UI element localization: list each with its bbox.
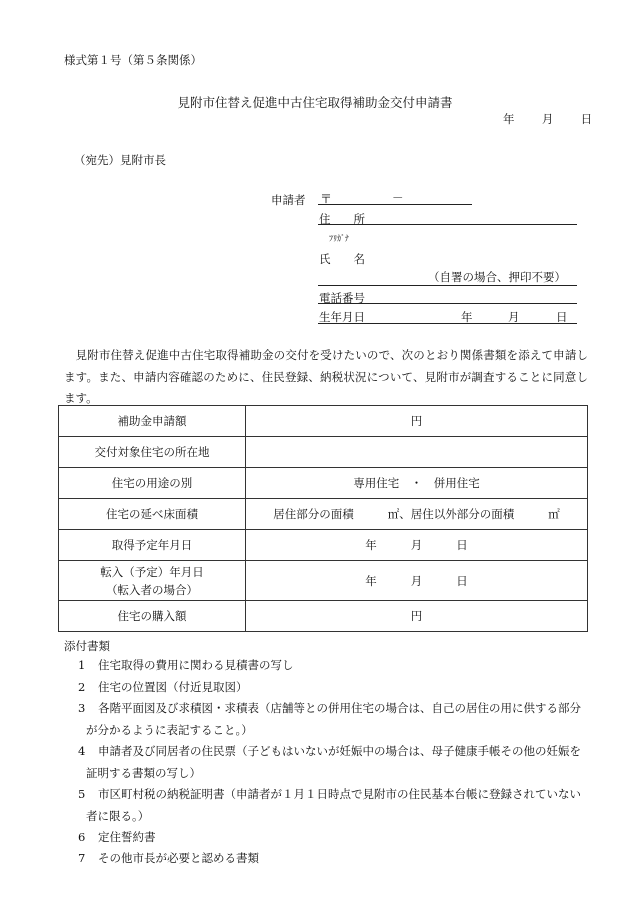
- document-title: 見附市住替え促進中古住宅取得補助金交付申請書: [177, 95, 453, 110]
- acq-month: 月: [410, 538, 423, 552]
- purchase-price-field[interactable]: [246, 601, 588, 632]
- acq-day: 日: [456, 538, 468, 552]
- phone-label: 電話番号: [319, 291, 365, 305]
- item-number: 1: [78, 658, 86, 672]
- row-label-usage-type: 住宅の用途の別: [59, 468, 246, 499]
- list-item: [78, 677, 590, 699]
- list-item: [78, 827, 590, 849]
- phone-field[interactable]: [318, 303, 577, 304]
- postal-underline: [318, 204, 472, 205]
- postal-dash: －: [392, 191, 404, 205]
- movein-month: 月: [410, 573, 423, 588]
- date-year: 年: [503, 112, 515, 126]
- row-label-move-in-date: [59, 561, 246, 601]
- list-item: [78, 848, 590, 870]
- movein-day: 日: [456, 573, 468, 588]
- row-label-subsidy-amount: 補助金申請額: [59, 406, 246, 437]
- birth-day: 日: [556, 310, 568, 324]
- acquisition-date-field[interactable]: [246, 530, 588, 561]
- item-text: 申請者及び同居者の住民票（子どもはいないが妊娠中の場合は、母子健康手帳その他の妊娠を: [98, 744, 581, 758]
- move-in-note: （転入者の場合）: [106, 582, 198, 597]
- table-row: [59, 601, 588, 632]
- table-row: [59, 437, 588, 468]
- name-label: 氏 名: [319, 252, 365, 266]
- application-table: [58, 405, 588, 632]
- usage-type-options[interactable]: 専用住宅 ・ 併用住宅: [246, 468, 588, 499]
- furigana-label: ﾌﾘｶﾞﾅ: [329, 234, 349, 243]
- yen-unit: 円: [410, 414, 423, 428]
- area-unit: ㎡: [548, 507, 560, 521]
- item-text-cont: 証明する書類の写し）: [86, 765, 201, 780]
- item-text: 各階平面図及び求積図・求積表（店舗等との併用住宅の場合は、自己の居住の用に供する部分: [98, 701, 581, 715]
- floor-area-field[interactable]: [246, 499, 588, 530]
- item-number: 4: [78, 744, 86, 758]
- date-month: 月: [541, 112, 554, 126]
- item-text-cont: 者に限る。）: [86, 808, 150, 823]
- address-field[interactable]: [318, 224, 577, 225]
- birth-year: 年: [461, 310, 473, 324]
- table-row: [59, 561, 588, 601]
- yen-unit: 円: [410, 609, 423, 623]
- subsidy-amount-field[interactable]: [246, 406, 588, 437]
- item-text: 住宅取得の費用に関わる見積書の写し: [98, 658, 294, 672]
- item-number: 5: [78, 787, 86, 801]
- name-field[interactable]: [318, 285, 577, 286]
- attachments-heading: 添付書類: [64, 639, 110, 653]
- row-label-acquisition-date: 取得予定年月日: [59, 530, 246, 561]
- body-paragraph: 見附市住替え促進中古住宅取得補助金の交付を受けたいので、次のとおり関係書類を添えて申請します。また、申請内容確認のために、住民登録、納税状況について、見附市が調査することに同意します。: [64, 348, 588, 405]
- item-number: 6: [78, 830, 86, 844]
- house-location-field[interactable]: [246, 437, 588, 468]
- birthdate-label: 生年月日: [319, 310, 365, 324]
- item-text-cont: が分かるように表記すること。）: [86, 722, 253, 737]
- list-item: [78, 784, 590, 827]
- acq-year: 年: [365, 538, 377, 552]
- table-row: [59, 406, 588, 437]
- item-text: 市区町村税の納税証明書（申請者が１月１日時点で見附市の住民基本台帳に登録されていない: [98, 787, 581, 801]
- list-item: [78, 698, 590, 741]
- row-label-purchase-price: 住宅の購入額: [59, 601, 246, 632]
- row-label-floor-area: 住宅の延べ床面積: [59, 499, 246, 530]
- item-text: その他市長が必要と認める書類: [98, 851, 259, 865]
- non-residential-area-label: ㎡、居住以外部分の面積: [387, 507, 515, 521]
- postal-mark: 〒: [320, 192, 333, 206]
- move-in-date-field[interactable]: [246, 561, 588, 601]
- list-item: [78, 741, 590, 784]
- movein-year: 年: [365, 573, 377, 588]
- row-label-house-location: 交付対象住宅の所在地: [59, 437, 246, 468]
- applicant-label: 申請者: [271, 193, 306, 207]
- table-row: [59, 499, 588, 530]
- move-in-label: 転入（予定）年月日: [100, 564, 204, 579]
- item-text: 定住誓約書: [98, 830, 156, 844]
- item-number: 7: [78, 851, 86, 865]
- name-note: （自署の場合、押印不要）: [428, 270, 566, 284]
- address-label: 住 所: [319, 212, 365, 226]
- birth-month: 月: [508, 310, 520, 324]
- item-text: 住宅の位置図（付近見取図）: [98, 680, 248, 694]
- item-number: 3: [78, 701, 86, 715]
- addressee: （宛先）見附市長: [74, 153, 166, 167]
- table-row: [59, 530, 588, 561]
- date-day: 日: [580, 112, 593, 126]
- item-number: 2: [78, 680, 86, 694]
- residential-area-label: 居住部分の面積: [273, 507, 354, 521]
- table-row: [59, 468, 588, 499]
- form-number: 様式第１号（第５条関係）: [64, 53, 202, 67]
- list-item: [78, 655, 590, 677]
- birthdate-field[interactable]: [318, 323, 577, 324]
- date-line: [503, 111, 592, 127]
